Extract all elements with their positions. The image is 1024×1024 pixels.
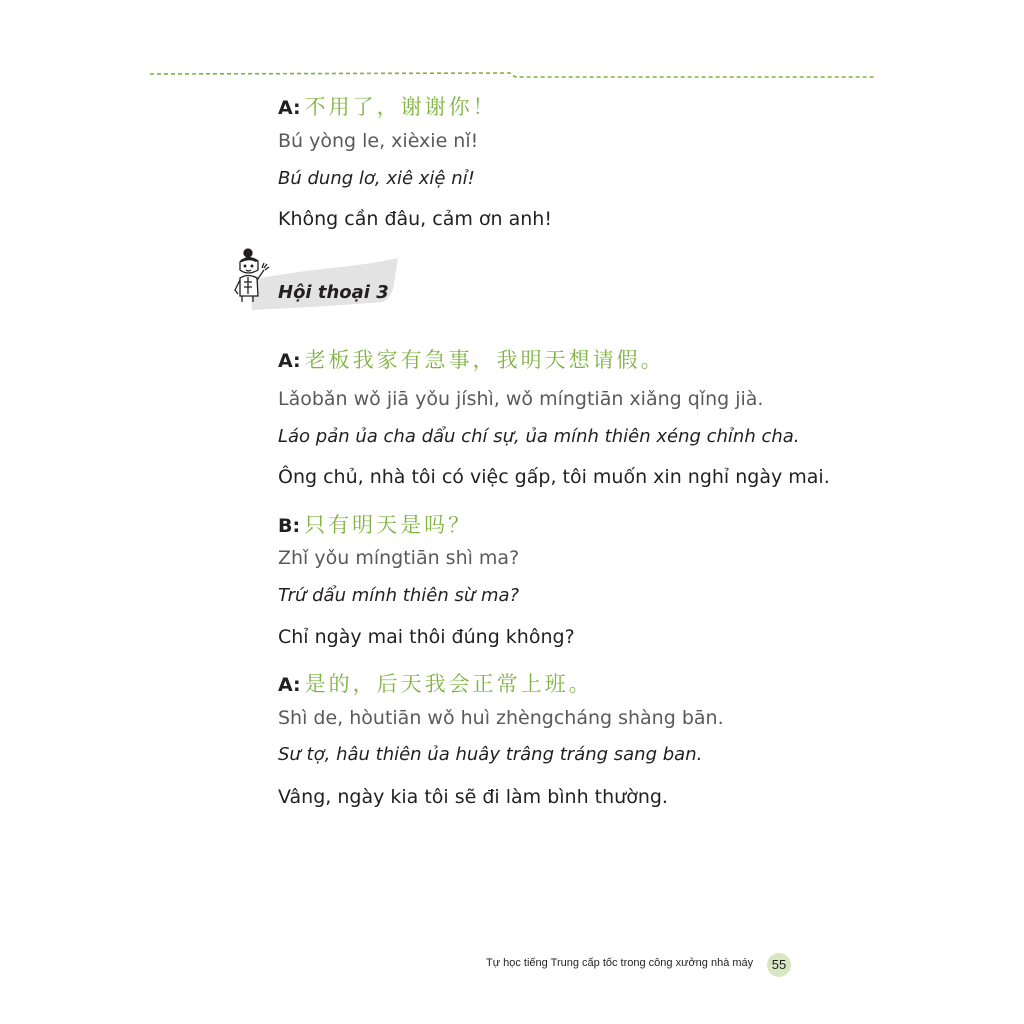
dialogue-3-reading: Sư tợ, hâu thiên ủa huây trâng tráng sang ban.: [278, 744, 703, 765]
speaker-label: B:: [278, 515, 301, 537]
dialogue-2-reading: Trứ dẩu mính thiên sừ ma?: [278, 585, 520, 606]
dialogue-1-pinyin: Lǎobǎn wǒ jiā yǒu jíshì, wǒ míngtiān xiǎng qǐng jià.: [278, 388, 764, 410]
chinese-text: 老板我家有急事，我明天想请假。: [304, 348, 665, 372]
intro-pinyin: Bú yòng le, xièxie nǐ!: [278, 130, 479, 152]
dialogue-2-meaning: Chỉ ngày mai thôi đúng không?: [278, 626, 575, 648]
dialogue-2-chinese-line: [278, 511, 472, 539]
top-dashed-rule: [150, 66, 874, 86]
dialogue-3-pinyin: Shì de, hòutiān wǒ huì zhèngcháng shàng bān.: [278, 707, 724, 729]
dialogue-1-chinese-line: [278, 346, 665, 374]
speaker-label: A:: [278, 674, 301, 696]
dialogue-2-pinyin: Zhǐ yǒu míngtiān shì ma?: [278, 547, 520, 569]
section-title: Hội thoại 3: [278, 282, 389, 303]
chinese-text: 不用了，谢谢你！: [304, 95, 497, 119]
footer-book-title: Tự học tiếng Trung cấp tốc trong công xưởng nhà máy: [486, 957, 754, 969]
page-number: 55: [767, 953, 791, 977]
intro-meaning: Không cần đâu, cảm ơn anh!: [278, 208, 552, 230]
dialogue-3-chinese-line: [278, 670, 593, 698]
dialogue-1-reading: Láo pản ủa cha dẩu chí sự, ủa mính thiên xéng chỉnh cha.: [278, 426, 800, 447]
section-banner: [232, 246, 402, 314]
intro-reading: Bú dung lơ, xiê xiệ nỉ!: [278, 168, 475, 189]
chinese-text: 是的，后天我会正常上班。: [304, 672, 593, 696]
intro-chinese-line: [278, 93, 497, 121]
chinese-text: 只有明天是吗？: [304, 513, 473, 537]
speaker-label: A:: [278, 97, 301, 119]
speaker-label: A:: [278, 350, 301, 372]
dialogue-3-meaning: Vâng, ngày kia tôi sẽ đi làm bình thường.: [278, 786, 668, 808]
dialogue-1-meaning: Ông chủ, nhà tôi có việc gấp, tôi muốn xin nghỉ ngày mai.: [278, 466, 830, 488]
